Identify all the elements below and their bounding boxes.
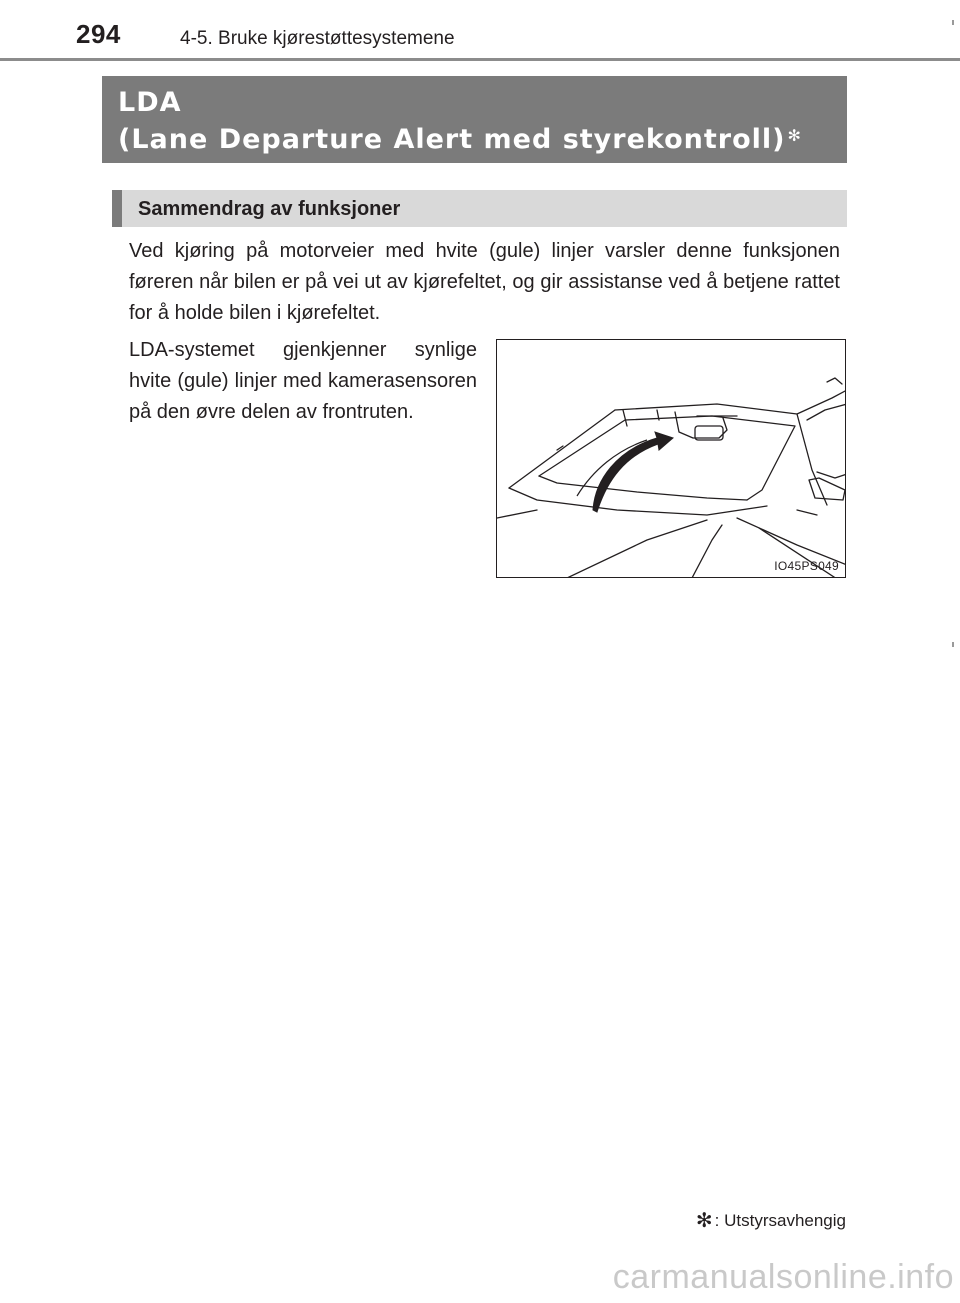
title-line-2 (118, 121, 847, 158)
footnote-symbol: ✻ (695, 1210, 713, 1232)
windshield-illustration (496, 339, 846, 578)
figure-id: IO45PS049 (774, 559, 839, 573)
summary-paragraph: Ved kjøring på motorveier med hvite (gule) linjer varsler denne funksjonen føreren når bilen er på vei ut av kjørefeltet, og gir assistanse ved å betjene rattet for å holde bilen i kjørefeltet. (129, 240, 840, 324)
page-number: 294 (76, 19, 121, 49)
title-line-1: LDA (118, 87, 182, 118)
running-head: 4-5. Bruke kjørestøttesystemene (180, 28, 455, 49)
title-banner (102, 76, 847, 163)
header-rule (0, 58, 960, 61)
watermark: carmanualsonline.info (612, 1258, 954, 1296)
camera-paragraph: LDA-systemet gjenkjenner synlige hvite (gule) linjer med kamerasensoren på den øvre delen av frontruten. (129, 339, 477, 423)
edge-mark-top (952, 20, 954, 25)
section-heading: Sammendrag av funksjoner (112, 190, 847, 227)
edge-mark-middle (952, 642, 954, 647)
title-line-2-text: (Lane Departure Alert med styrekontroll) (118, 124, 786, 155)
footnote (696, 1207, 846, 1232)
windshield-drawing (497, 340, 846, 578)
footnote-text: : Utstyrsavhengig (714, 1211, 846, 1230)
title-asterisk: ✻ (787, 126, 802, 145)
